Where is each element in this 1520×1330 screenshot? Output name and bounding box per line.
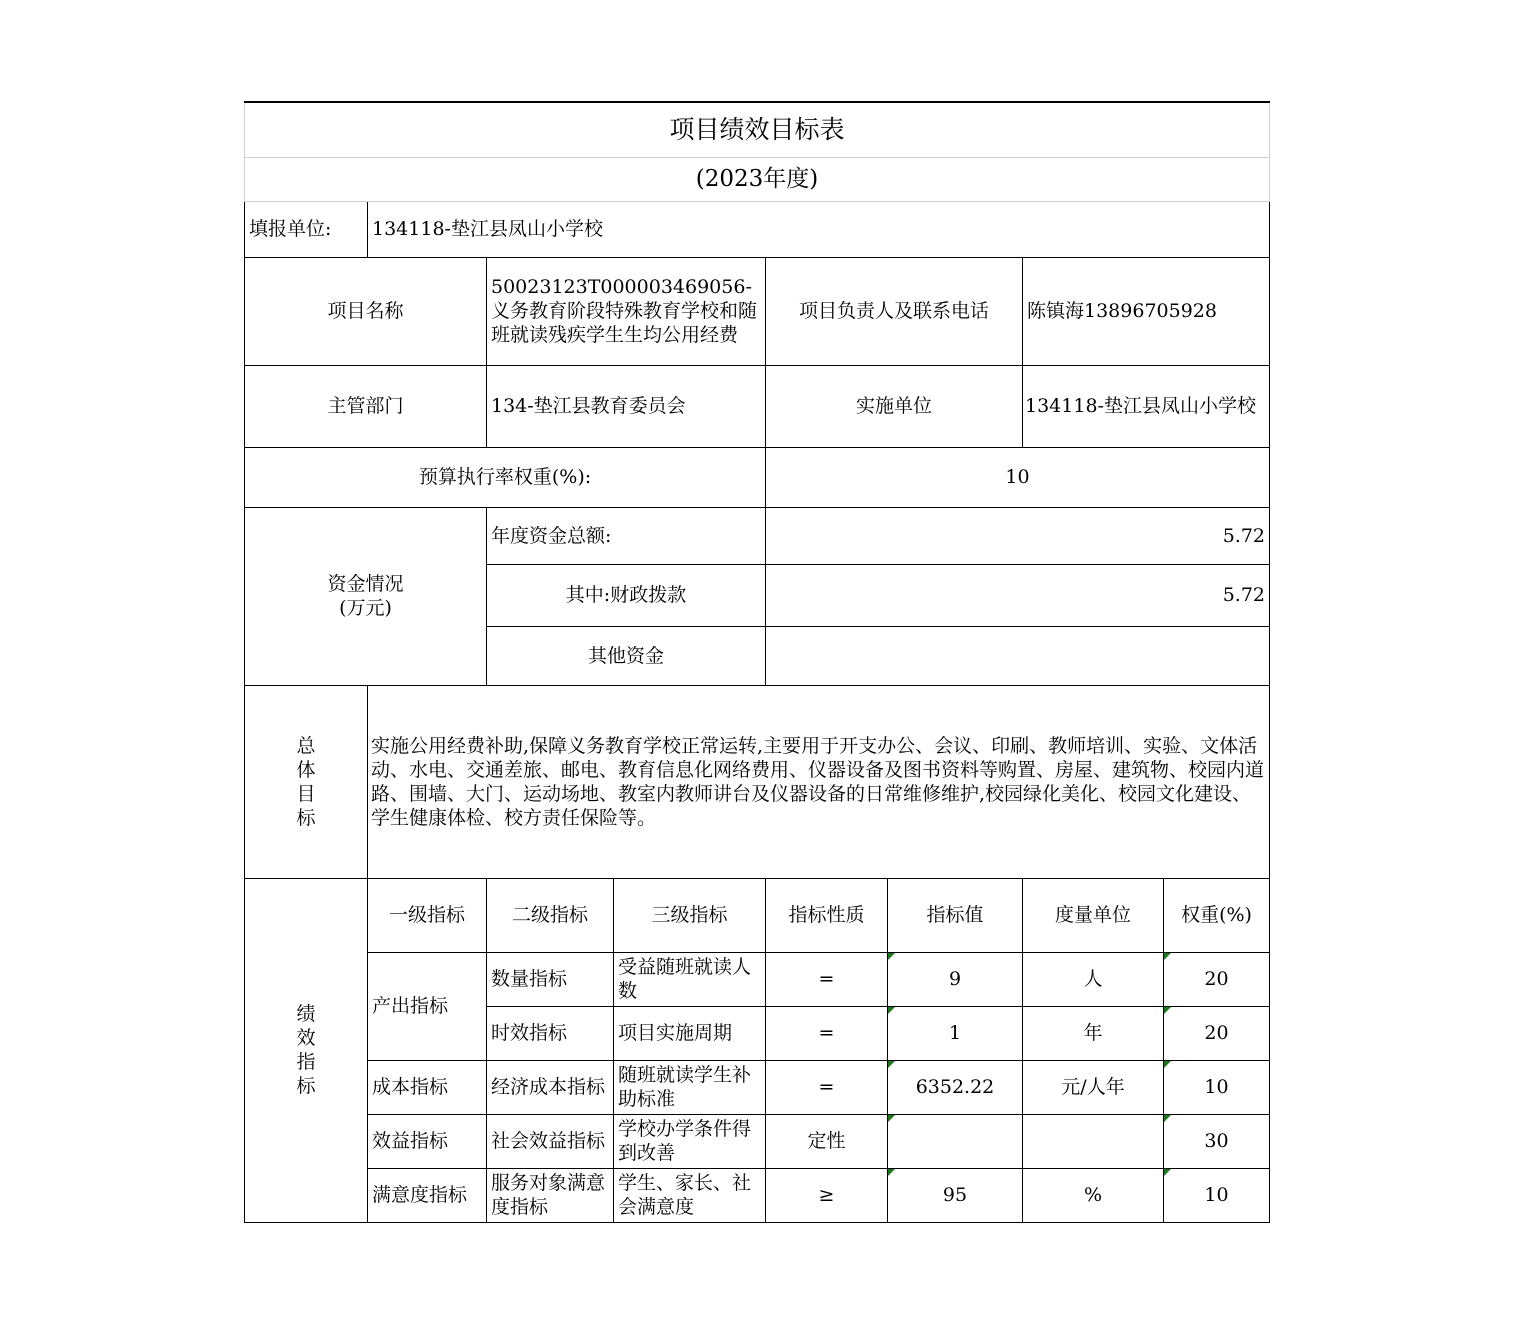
funds-label-line1: 资金情况 <box>327 573 404 595</box>
header-nature: 指标性质 <box>766 878 888 952</box>
leader-value: 陈镇海13896705928 <box>1023 257 1270 365</box>
nature-cell: = <box>766 1006 888 1060</box>
unit-cell: % <box>1023 1168 1164 1222</box>
table-row <box>245 952 1270 1006</box>
level3-cell: 学生、家长、社会满意度 <box>614 1168 766 1222</box>
annual-total-value: 5.72 <box>766 507 1270 564</box>
performance-target-table <box>244 101 1270 1223</box>
impl-unit-value: 134118-垫江县凤山小学校 <box>1023 365 1270 447</box>
header-level1: 一级指标 <box>368 878 487 952</box>
level3-cell: 项目实施周期 <box>614 1006 766 1060</box>
fiscal-value: 5.72 <box>766 564 1270 626</box>
year-subtitle: (2023年度) <box>245 157 1270 201</box>
level1-cell: 效益指标 <box>368 1114 487 1168</box>
unit-cell: 元/人年 <box>1023 1060 1164 1114</box>
reporting-unit-label: 填报单位: <box>245 201 368 257</box>
overall-goal-text: 实施公用经费补助,保障义务教育学校正常运转,主要用于开支办公、会议、印刷、教师培训、实验、文体活动、水电、交通差旅、邮电、教育信息化网络费用、仪器设备及图书资料等购置、房屋、建筑物、校园内道路、围墙、大门、运动场地、教室内教师讲台及仪器设备的日常维修维护,校园绿化美化、校园文化建设、学生健康体检、校方责任保险等。 <box>368 685 1270 878</box>
weight-cell: 10 <box>1164 1168 1270 1222</box>
unit-cell: 年 <box>1023 1006 1164 1060</box>
other-funds-label: 其他资金 <box>487 626 766 685</box>
level2-cell: 社会效益指标 <box>487 1114 614 1168</box>
level2-cell: 经济成本指标 <box>487 1060 614 1114</box>
value-cell: 9 <box>888 952 1023 1006</box>
header-level3: 三级指标 <box>614 878 766 952</box>
level2-cell: 时效指标 <box>487 1006 614 1060</box>
goal-label-char: 标 <box>296 806 316 829</box>
impl-unit-label: 实施单位 <box>766 365 1023 447</box>
unit-cell: 人 <box>1023 952 1164 1006</box>
dept-label: 主管部门 <box>245 365 487 447</box>
leader-label: 项目负责人及联系电话 <box>766 257 1023 365</box>
nature-cell: = <box>766 952 888 1006</box>
dept-value: 134-垫江县教育委员会 <box>487 365 766 447</box>
nature-cell: 定性 <box>766 1114 888 1168</box>
weight-cell: 30 <box>1164 1114 1270 1168</box>
value-cell <box>888 1114 1023 1168</box>
level3-cell: 受益随班就读人数 <box>614 952 766 1006</box>
fiscal-label: 其中:财政拨款 <box>487 564 766 626</box>
level3-cell: 学校办学条件得到改善 <box>614 1114 766 1168</box>
page-title: 项目绩效目标表 <box>245 102 1270 157</box>
level1-cell: 产出指标 <box>368 952 487 1060</box>
goal-label-char: 体 <box>296 758 316 781</box>
level2-cell: 数量指标 <box>487 952 614 1006</box>
nature-cell: = <box>766 1060 888 1114</box>
indicator-label-char: 绩 <box>296 1003 316 1025</box>
funds-label-line2: (万元) <box>339 597 392 619</box>
overall-goal-label <box>245 685 368 878</box>
unit-cell <box>1023 1114 1164 1168</box>
header-level2: 二级指标 <box>487 878 614 952</box>
nature-cell: ≥ <box>766 1168 888 1222</box>
funds-label <box>245 507 487 685</box>
project-name-value: 50023123T000003469056-义务教育阶段特殊教育学校和随班就读残疾学生生均公用经费 <box>487 257 766 365</box>
weight-cell: 20 <box>1164 1006 1270 1060</box>
budget-weight-label: 预算执行率权重(%): <box>245 447 766 507</box>
budget-weight-value: 10 <box>766 447 1270 507</box>
level2-cell: 服务对象满意度指标 <box>487 1168 614 1222</box>
weight-cell: 10 <box>1164 1060 1270 1114</box>
indicator-label-char: 标 <box>296 1075 316 1097</box>
table-row <box>245 1060 1270 1114</box>
project-name-label: 项目名称 <box>245 257 487 365</box>
header-value: 指标值 <box>888 878 1023 952</box>
table-row <box>245 1114 1270 1168</box>
weight-cell: 20 <box>1164 952 1270 1006</box>
value-cell: 95 <box>888 1168 1023 1222</box>
header-weight: 权重(%) <box>1164 878 1270 952</box>
level1-cell: 成本指标 <box>368 1060 487 1114</box>
other-funds-value <box>766 626 1270 685</box>
reporting-unit-value: 134118-垫江县凤山小学校 <box>368 201 1270 257</box>
value-cell: 1 <box>888 1006 1023 1060</box>
indicator-label-char: 效 <box>296 1027 316 1049</box>
indicator-label-char: 指 <box>296 1051 316 1073</box>
performance-target-sheet <box>244 101 1269 1223</box>
performance-indicator-label <box>245 878 368 1222</box>
table-row <box>245 1168 1270 1222</box>
value-cell: 6352.22 <box>888 1060 1023 1114</box>
goal-label-char: 目 <box>296 782 316 805</box>
goal-label-char: 总 <box>296 734 316 757</box>
header-unit: 度量单位 <box>1023 878 1164 952</box>
level1-cell: 满意度指标 <box>368 1168 487 1222</box>
level3-cell: 随班就读学生补助标准 <box>614 1060 766 1114</box>
annual-total-label: 年度资金总额: <box>487 507 766 564</box>
